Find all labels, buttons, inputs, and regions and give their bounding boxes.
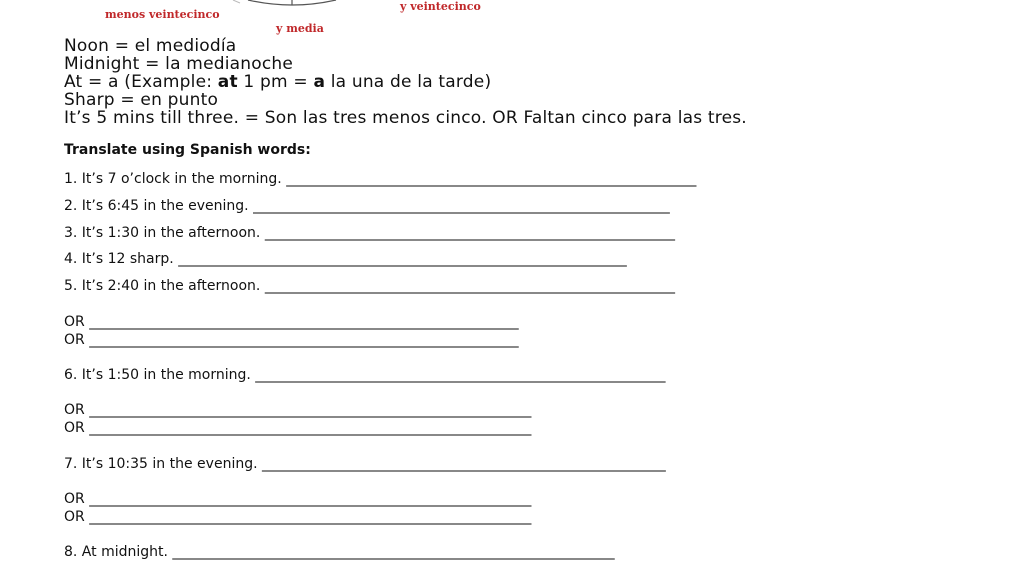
vocab-at-part1: At = a (Example: bbox=[64, 72, 218, 92]
vocab-at-bold-at: at bbox=[217, 72, 238, 92]
answer-blank-5-or-2: ___________________________________________________________________ bbox=[89, 332, 519, 348]
exercise-6-or-1 bbox=[64, 403, 531, 417]
answer-blank-7-or-1: _____________________________________________________________________ bbox=[89, 491, 531, 507]
exercise-5-prompt: 5. It’s 2:40 in the afternoon. bbox=[64, 278, 265, 294]
exercise-4 bbox=[64, 252, 626, 266]
exercise-1-prompt: 1. It’s 7 o’clock in the morning. bbox=[64, 171, 287, 187]
answer-blank-8: _____________________________________________________________________ bbox=[172, 544, 615, 560]
exercise-2-prompt: 2. It’s 6:45 in the evening. bbox=[64, 198, 254, 214]
exercise-5 bbox=[64, 279, 674, 293]
answer-blank-7-or-2: _____________________________________________________________________ bbox=[89, 509, 531, 525]
vocab-at-bold-a: a bbox=[313, 72, 326, 92]
vocab-at-part2: 1 pm = bbox=[237, 72, 314, 92]
exercise-4-prompt: 4. It’s 12 sharp. bbox=[64, 251, 179, 267]
or-label: OR bbox=[64, 314, 90, 330]
answer-blank-5-or-1: ___________________________________________________________________ bbox=[89, 314, 519, 330]
answer-blank-5: ________________________________________________________________ bbox=[264, 278, 675, 294]
answer-blank-4: ______________________________________________________________________ bbox=[178, 251, 627, 267]
answer-blank-7: _______________________________________________________________ bbox=[262, 456, 666, 472]
vocab-at-part3: la una de la tarde) bbox=[325, 72, 492, 92]
exercise-6-prompt: 6. It’s 1:50 in the morning. bbox=[64, 367, 256, 383]
or-label: OR bbox=[64, 509, 90, 525]
vocab-midnight: Midnight = la medianoche bbox=[64, 54, 294, 74]
exercise-7-or-2 bbox=[64, 510, 531, 524]
vocab-sharp: Sharp = en punto bbox=[64, 90, 219, 110]
exercise-1 bbox=[64, 172, 696, 186]
exercise-5-or-1 bbox=[64, 315, 518, 329]
exercise-3-prompt: 3. It’s 1:30 in the afternoon. bbox=[64, 225, 265, 241]
answer-blank-3: ________________________________________________________________ bbox=[264, 225, 675, 241]
vocab-noon: Noon = el mediodía bbox=[64, 36, 237, 56]
clock-fragment bbox=[0, 0, 1024, 36]
answer-blank-6-or-1: _____________________________________________________________________ bbox=[89, 402, 531, 418]
answer-blank-1: ________________________________________________________________ bbox=[286, 171, 696, 187]
vocab-five-till-three: It’s 5 mins till three. = Son las tres menos cinco. OR Faltan cinco para las tres. bbox=[64, 108, 747, 128]
exercise-6 bbox=[64, 368, 665, 382]
answer-blank-6: ________________________________________________________________ bbox=[255, 367, 665, 383]
exercise-2 bbox=[64, 199, 669, 213]
instructions-heading: Translate using Spanish words: bbox=[64, 142, 311, 158]
exercise-5-or-2 bbox=[64, 333, 518, 347]
or-label: OR bbox=[64, 332, 90, 348]
answer-blank-6-or-2: _____________________________________________________________________ bbox=[89, 420, 531, 436]
or-label: OR bbox=[64, 420, 90, 436]
clock-label-y-veinticinco: y veintecinco bbox=[400, 0, 481, 13]
exercise-8 bbox=[64, 545, 614, 559]
or-label: OR bbox=[64, 402, 90, 418]
exercise-7 bbox=[64, 457, 665, 471]
answer-blank-2: _________________________________________________________________ bbox=[253, 198, 670, 214]
vocab-at bbox=[64, 74, 491, 91]
clock-label-y-media: y media bbox=[276, 22, 324, 35]
exercise-7-prompt: 7. It’s 10:35 in the evening. bbox=[64, 456, 262, 472]
exercise-6-or-2 bbox=[64, 421, 531, 435]
exercise-8-prompt: 8. At midnight. bbox=[64, 544, 173, 560]
clock-label-menos-veinticinco: menos veintecinco bbox=[105, 8, 220, 21]
exercise-3 bbox=[64, 226, 674, 240]
or-label: OR bbox=[64, 491, 90, 507]
exercise-7-or-1 bbox=[64, 492, 531, 506]
